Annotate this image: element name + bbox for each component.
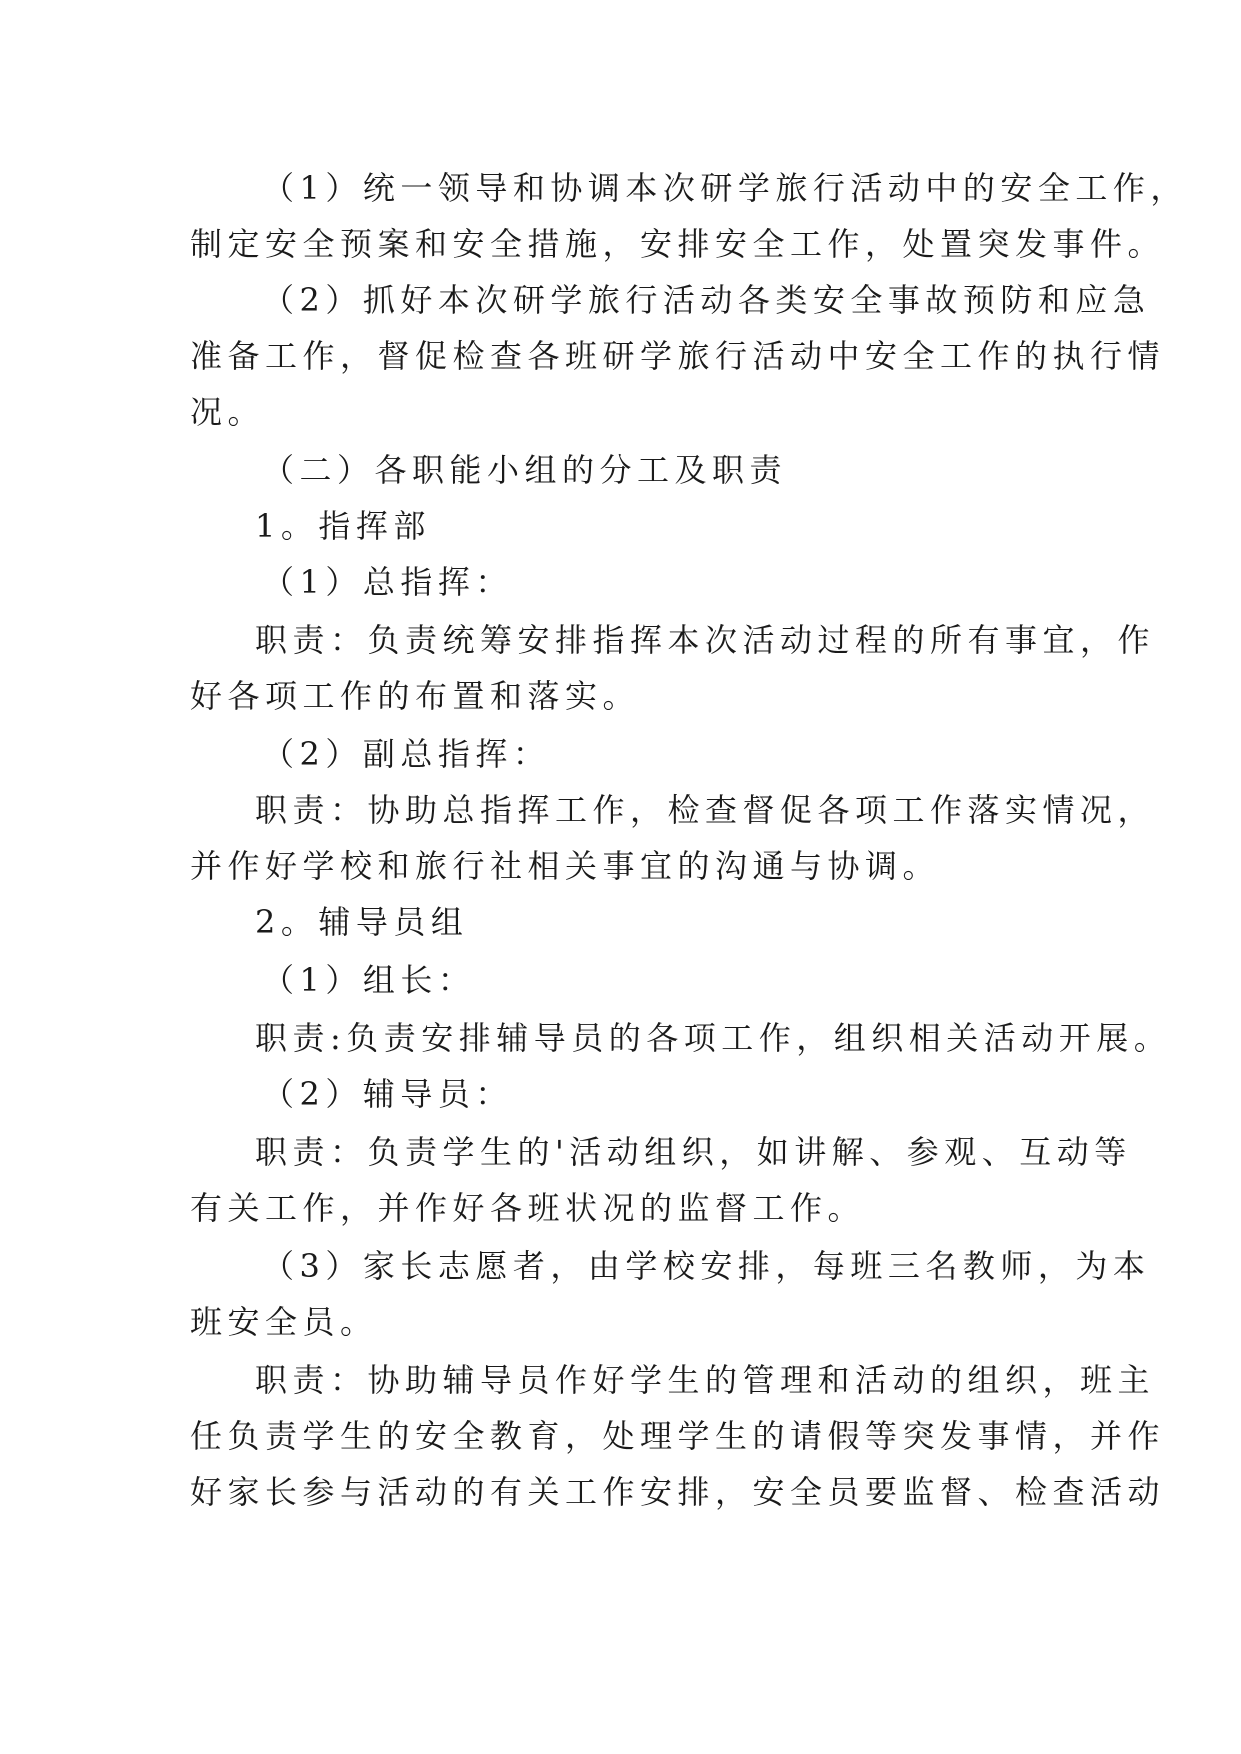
- text-line: 准备工作，督促检查各班研学旅行活动中安全工作的执行情: [190, 337, 1166, 375]
- text-line: 职责：协助辅导员作好学生的管理和活动的组织，班主: [255, 1361, 1156, 1399]
- text-line: 职责：协助总指挥工作，检查督促各项工作落实情况，: [255, 791, 1156, 829]
- section-heading: （二）各职能小组的分工及职责: [262, 451, 788, 489]
- item-heading: （2）副总指挥：: [262, 735, 551, 773]
- item-heading: （1）总指挥：: [262, 563, 513, 601]
- subsection-heading: 2。辅导员组: [255, 903, 469, 941]
- text-line: 职责：负责统筹安排指挥本次活动过程的所有事宜，作: [255, 621, 1156, 659]
- text-line: 有关工作，并作好各班状况的监督工作。: [190, 1189, 866, 1227]
- text-line: 任负责学生的安全教育，处理学生的请假等突发事情，并作: [190, 1417, 1166, 1455]
- text-line: 好各项工作的布置和落实。: [190, 677, 641, 715]
- subsection-heading: 1。指挥部: [255, 507, 431, 545]
- text-line: （3）家长志愿者，由学校安排，每班三名教师，为本: [262, 1247, 1151, 1285]
- item-heading: （2）辅导员：: [262, 1075, 513, 1113]
- text-line: 并作好学校和旅行社相关事宜的沟通与协调。: [190, 847, 941, 885]
- text-line: 班安全员。: [190, 1303, 378, 1341]
- text-line: 职责:负责安排辅导员的各项工作，组织相关活动开展。: [255, 1019, 1172, 1057]
- text-line: 制定安全预案和安全措施，安排安全工作，处置突发事件。: [190, 225, 1166, 263]
- text-line: （1）统一领导和协调本次研学旅行活动中的安全工作，: [262, 169, 1188, 207]
- text-line: 况。: [190, 393, 266, 431]
- text-line: 好家长参与活动的有关工作安排，安全员要监督、检查活动: [190, 1473, 1166, 1511]
- item-heading: （1）组长：: [262, 961, 476, 999]
- text-line: （2）抓好本次研学旅行活动各类安全事故预防和应急: [262, 281, 1151, 319]
- text-line: 职责：负责学生的'活动组织，如讲解、参观、互动等: [255, 1133, 1132, 1171]
